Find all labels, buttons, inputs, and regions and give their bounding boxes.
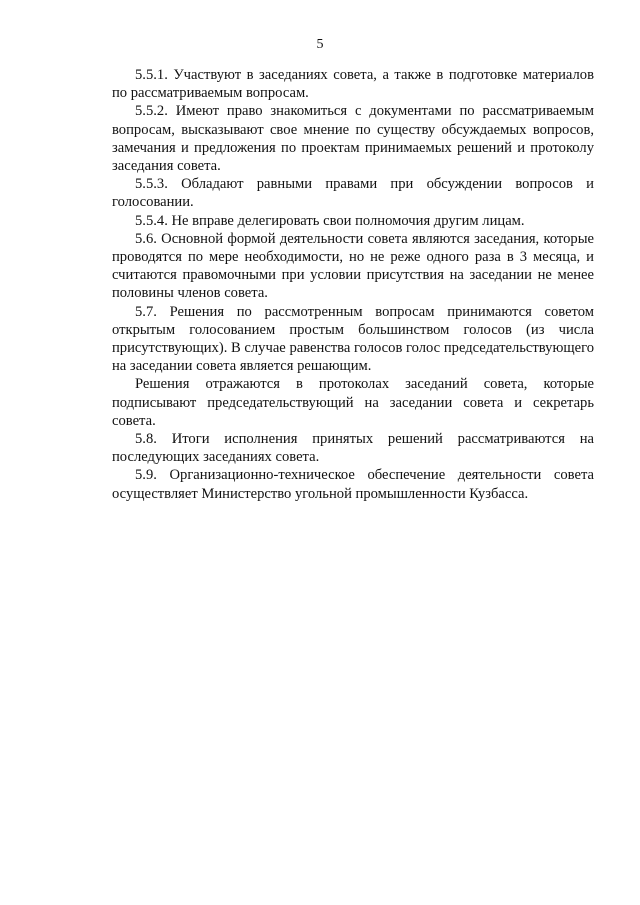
paragraph-5-8: 5.8. Итоги исполнения принятых решений рассматриваются на последующих заседаниях совета. [112, 431, 594, 466]
paragraph-5-5-2: 5.5.2. Имеют право знакомиться с документами по рассматриваемым вопросам, высказывают свое мнение по существу обсуждаемых вопросов, замечания и предложения по проектам принимаемых решений и протоколу заседания совета. [112, 103, 594, 175]
paragraph-5-9: 5.9. Организационно-техническое обеспечение деятельности совета осуществляет Министерство угольной промышленности Кузбасса. [112, 467, 594, 502]
paragraph-5-5-4: 5.5.4. Не вправе делегировать свои полномочия другим лицам. [135, 212, 525, 229]
paragraph-5-6: 5.6. Основной формой деятельности совета являются заседания, которые проводятся по мере необходимости, но не реже одного раза в 3 месяца, и считаются правомочными при условии присутствия на заседании не менее половины членов совета. [112, 230, 594, 302]
document-body [112, 66, 594, 503]
paragraph-decisions-protocols: Решения отражаются в протоколах заседаний совета, которые подписывают председательствующий на заседании совета и секретарь совета. [112, 376, 594, 429]
paragraph-5-5-3: 5.5.3. Обладают равными правами при обсуждении вопросов и голосовании. [112, 176, 594, 211]
paragraph-5-7: 5.7. Решения по рассмотренным вопросам принимаются советом открытым голосованием простым большинством голосов (из числа присутствующих). В случае равенства голосов голос председательствующего на заседании совета является решающим. [112, 303, 594, 375]
page-number: 5 [316, 37, 324, 52]
paragraph-5-5-1: 5.5.1. Участвуют в заседаниях совета, а также в подготовке материалов по рассматриваемым вопросам. [112, 67, 594, 102]
